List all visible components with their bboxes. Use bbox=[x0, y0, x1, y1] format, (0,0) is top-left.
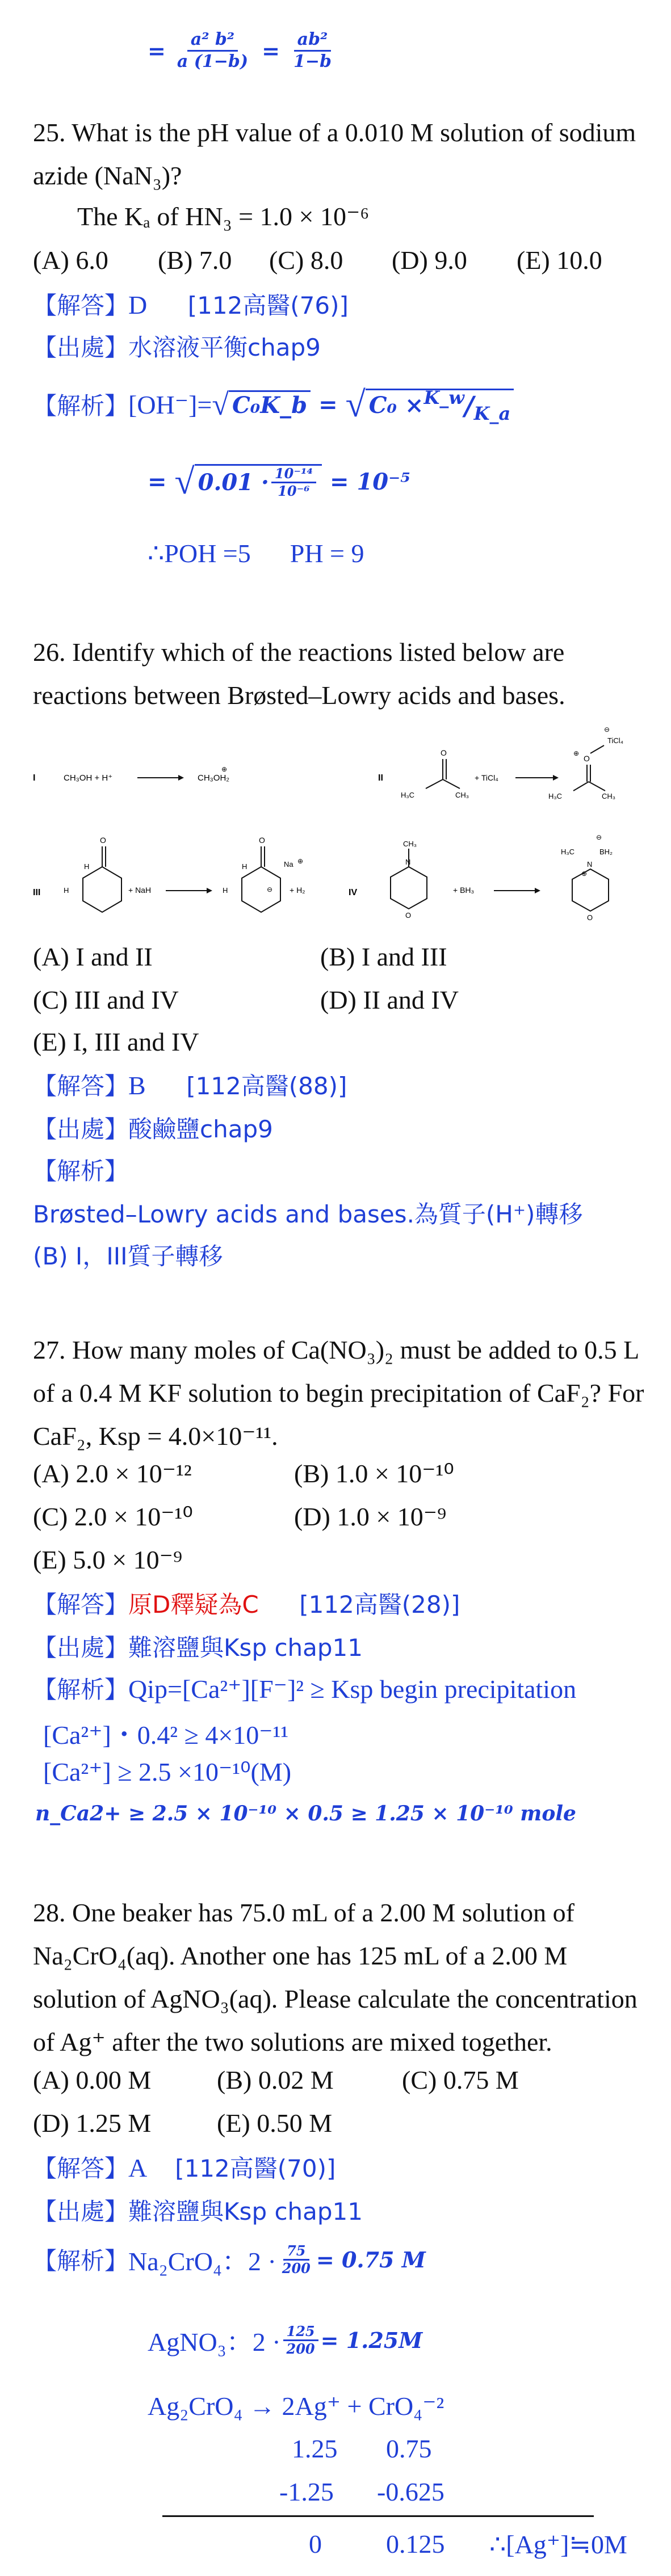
q26-answer-line bbox=[33, 1068, 347, 1102]
q25-ka-line: The Kₐ of HN₃ = 1.0 × 10⁻⁶ bbox=[77, 202, 370, 231]
q28-option: (B) 0.02 M bbox=[217, 2065, 334, 2094]
bond bbox=[443, 779, 460, 789]
methyl-group: H₃C bbox=[401, 791, 415, 799]
borane-group: BH₂ bbox=[599, 848, 613, 856]
fraction-numerator: a² b² bbox=[187, 29, 238, 52]
q25-analysis-line2 bbox=[148, 461, 410, 503]
q28-row2-ag: -1.25 bbox=[279, 2477, 334, 2506]
atom-h: H bbox=[84, 862, 90, 871]
fraction bbox=[279, 2243, 314, 2276]
fraction bbox=[174, 29, 251, 72]
q26-option: (D) II and IV bbox=[320, 985, 459, 1014]
reaction-label: II bbox=[378, 773, 383, 783]
reaction-byproduct: + H₂ bbox=[290, 886, 305, 895]
q25-option: (A) 6.0 bbox=[33, 246, 108, 275]
q28-option: (C) 0.75 M bbox=[402, 2065, 519, 2094]
source-value: 難溶鹽與Ksp chap11 bbox=[128, 1634, 363, 1662]
atom-h: H bbox=[223, 886, 228, 895]
methyl-group: H₃C bbox=[548, 792, 563, 800]
q27-stem: 27. How many moles of Ca(NO₃)₂ must be added to 0.5 L of a 0.4 M KF solution to begin precipitation of CaF₂? For CaF₂, Ksp = 4.0×10⁻¹¹. bbox=[33, 1335, 644, 1451]
answer-value: A bbox=[128, 2153, 146, 2182]
sqrt-symbol: √ bbox=[212, 387, 229, 421]
ka: K_a bbox=[473, 402, 511, 424]
fraction-numerator: ab² bbox=[294, 29, 332, 52]
q25-source-line bbox=[33, 329, 321, 363]
morpholine-ring bbox=[391, 867, 427, 909]
fraction-denominator: 200 bbox=[282, 2259, 311, 2276]
fraction-denominator: 10⁻⁶ bbox=[278, 483, 310, 499]
arrowhead bbox=[207, 888, 212, 893]
q28-row1-ag: 1.25 bbox=[292, 2434, 338, 2463]
cyclohexanone-ring bbox=[83, 867, 121, 912]
fraction-denominator: 200 bbox=[286, 2340, 315, 2357]
fraction-denominator: 1−b bbox=[293, 52, 332, 71]
atom-o: O bbox=[584, 754, 590, 763]
q25-option: (B) 7.0 bbox=[158, 246, 232, 275]
methyl-group: CH₃ bbox=[403, 840, 417, 848]
minus-charge: ⊖ bbox=[267, 886, 273, 893]
analysis-text: Qip=[Ca²⁺][F⁻]² ≥ Ksp begin precipitation bbox=[128, 1675, 577, 1704]
q28-option: (D) 1.25 M bbox=[33, 2109, 152, 2137]
enolate-ring bbox=[242, 867, 280, 912]
sqrt-pre: C₀ × bbox=[368, 392, 424, 419]
q26-analysis-tag-line bbox=[33, 1153, 128, 1187]
answer-value: B bbox=[128, 1071, 146, 1100]
source-tag: 【出處】 bbox=[33, 2198, 129, 2225]
answer-reference: [112高醫(88)] bbox=[186, 1072, 347, 1100]
q27-analysis-line1 bbox=[33, 1671, 576, 1705]
top-formula bbox=[148, 29, 337, 72]
atom-o: O bbox=[587, 913, 593, 922]
answer-value: D bbox=[128, 290, 148, 319]
q28-reaction: Ag₂CrO₄ → 2Ag⁺ + CrO₄⁻² bbox=[148, 2392, 444, 2421]
atom-h: H bbox=[242, 862, 248, 871]
q28-source-line bbox=[33, 2193, 363, 2227]
source-value: 酸鹼鹽chap9 bbox=[128, 1115, 273, 1143]
arrowhead bbox=[178, 775, 184, 781]
analysis-text: (B) I，III質子轉移 bbox=[33, 1242, 223, 1270]
atom-o: O bbox=[100, 836, 106, 845]
counter-ion: Na bbox=[284, 860, 293, 868]
atom-o: O bbox=[441, 748, 447, 757]
bond bbox=[426, 779, 443, 789]
q25-option: (C) 8.0 bbox=[269, 246, 343, 275]
reaction-reagent: + TiCl₄ bbox=[475, 773, 498, 782]
minus-charge: ⊖ bbox=[596, 833, 602, 841]
na-label: Na₂CrO₄：2 · bbox=[128, 2247, 276, 2276]
fraction-numerator: 75 bbox=[283, 2243, 309, 2261]
q25-option: (E) 10.0 bbox=[517, 246, 602, 275]
q27-analysis-line3: [Ca²⁺] ≥ 2.5 ×10⁻¹⁰(M) bbox=[43, 1757, 292, 1786]
q28-analysis-line1 bbox=[33, 2241, 426, 2278]
q27-source-line bbox=[33, 1629, 363, 1663]
arrowhead bbox=[535, 888, 540, 893]
reaction-reagent: + BH₃ bbox=[453, 886, 475, 895]
source-tag: 【出處】 bbox=[33, 1115, 129, 1143]
morpholine-ring bbox=[572, 869, 609, 911]
equals-sign: = bbox=[262, 38, 280, 64]
q26-source-line bbox=[33, 1111, 273, 1145]
answer-value: 原D釋疑為C bbox=[128, 1591, 259, 1618]
atom-n: N bbox=[587, 860, 593, 868]
q27-analysis-line4: n_Ca2+ ≥ 2.5 × 10⁻¹⁰ × 0.5 ≥ 1.25 × 10⁻¹⁰ mole bbox=[35, 1802, 576, 1825]
fraction-denominator: a (1−b) bbox=[177, 52, 249, 71]
plus-charge: ⊕ bbox=[573, 749, 580, 757]
answer-reference: [112高醫(28)] bbox=[299, 1591, 460, 1618]
q25-option: (D) 9.0 bbox=[392, 246, 467, 275]
q28-conclusion: ∴[Ag⁺]≒0M bbox=[489, 2530, 627, 2559]
atom-h: H bbox=[64, 886, 69, 895]
answer-tag: 【解答】 bbox=[33, 1591, 129, 1618]
reaction-label: IV bbox=[349, 888, 358, 897]
q26-option: (B) I and III bbox=[320, 942, 447, 971]
sqrt-radicand bbox=[366, 386, 514, 424]
q28-option: (E) 0.50 M bbox=[217, 2109, 333, 2137]
ag-label: AgNO₃：2 · bbox=[148, 2328, 281, 2356]
atom-o: O bbox=[405, 911, 412, 920]
analysis-lhs: [OH⁻]= bbox=[128, 390, 212, 419]
q28-row3-ag: 0 bbox=[309, 2529, 322, 2558]
sqrt-radicand bbox=[195, 464, 322, 499]
q27-option: (A) 2.0 × 10⁻¹² bbox=[33, 1459, 192, 1488]
q25-stem: 25. What is the pH value of a 0.010 M solution of sodium azide (NaN₃)? bbox=[33, 118, 636, 190]
sqrt-symbol: √ bbox=[345, 384, 366, 424]
source-value: 水溶液平衡chap9 bbox=[128, 334, 321, 361]
q28-answer-line bbox=[33, 2150, 336, 2184]
q26-reaction-scheme bbox=[17, 720, 653, 959]
atom-n: N bbox=[405, 858, 411, 866]
source-value: 難溶鹽與Ksp chap11 bbox=[128, 2198, 363, 2225]
q27-option: (B) 1.0 × 10⁻¹⁰ bbox=[294, 1459, 454, 1488]
fraction bbox=[283, 2324, 318, 2357]
slash: / bbox=[464, 390, 474, 421]
answer-tag: 【解答】 bbox=[33, 2155, 129, 2182]
equals-sign: = bbox=[148, 468, 167, 495]
reaction-reactants: CH₃OH + H⁺ bbox=[64, 773, 113, 783]
q25-analysis-line1 bbox=[33, 383, 514, 425]
q26-option: (C) III and IV bbox=[33, 985, 179, 1014]
kw: K_w bbox=[423, 386, 464, 408]
bond bbox=[589, 782, 605, 791]
q26-analysis-line2 bbox=[33, 1238, 223, 1272]
q26-option: (A) I and II bbox=[33, 942, 153, 971]
sqrt-radicand: C₀K_b bbox=[229, 390, 311, 419]
product-group: TiCl₄ bbox=[607, 736, 623, 745]
result: = 10⁻⁵ bbox=[330, 468, 410, 495]
q25-answer-line bbox=[33, 287, 349, 321]
analysis-tag: 【解析】 bbox=[33, 1676, 129, 1704]
result: = 0.75 M bbox=[316, 2246, 426, 2273]
analysis-tag: 【解析】 bbox=[33, 392, 129, 420]
analysis-tag: 【解析】 bbox=[33, 1157, 129, 1185]
reaction-reagent: + NaH bbox=[128, 886, 152, 895]
answer-tag: 【解答】 bbox=[33, 1072, 129, 1100]
q28-row2-cro4: -0.625 bbox=[377, 2477, 444, 2506]
methyl-group: CH₃ bbox=[455, 791, 469, 799]
fraction-numerator: 125 bbox=[283, 2324, 318, 2341]
minus-charge: ⊖ bbox=[604, 726, 610, 733]
q27-option: (E) 5.0 × 10⁻⁹ bbox=[33, 1545, 182, 1574]
q28-analysis-line2 bbox=[148, 2321, 422, 2359]
equals-sign: = bbox=[148, 38, 166, 64]
reaction-label: I bbox=[33, 773, 36, 783]
answer-tag: 【解答】 bbox=[33, 292, 129, 319]
methyl-group: H₃C bbox=[561, 848, 575, 856]
equals-sign: = bbox=[318, 391, 338, 418]
fraction-numerator: 10⁻¹⁴ bbox=[271, 466, 316, 483]
q28-row3-cro4: 0.125 bbox=[386, 2529, 445, 2558]
fraction bbox=[271, 466, 316, 499]
sqrt-value: 0.01 · bbox=[198, 469, 269, 496]
methyl-group: CH₃ bbox=[602, 792, 616, 800]
answer-reference: [112高醫(70)] bbox=[175, 2155, 336, 2182]
plus-charge: ⊕ bbox=[581, 870, 588, 878]
plus-charge: ⊕ bbox=[297, 857, 304, 865]
sqrt-symbol: √ bbox=[174, 461, 195, 501]
q27-option: (D) 1.0 × 10⁻⁹ bbox=[294, 1502, 447, 1531]
plus-charge: ⊕ bbox=[221, 765, 228, 773]
reaction-label: III bbox=[33, 888, 41, 897]
q27-answer-line bbox=[33, 1586, 460, 1620]
source-tag: 【出處】 bbox=[33, 334, 129, 361]
analysis-text: Brøsted–Lowry acids and bases.為質子(H⁺)轉移 bbox=[33, 1200, 583, 1228]
q27-option: (C) 2.0 × 10⁻¹⁰ bbox=[33, 1502, 193, 1531]
q27-analysis-line2: [Ca²⁺]・0.4² ≥ 4×10⁻¹¹ bbox=[43, 1721, 289, 1749]
bond bbox=[573, 782, 589, 791]
q28-stem: 28. One beaker has 75.0 mL of a 2.00 M solution of Na₂CrO₄(aq). Another one has 125 mL of a 2.00 M solution of AgNO₃(aq). Please calculate the concentration of Ag⁺ after the two solutions are mixed together. bbox=[33, 1898, 638, 2056]
analysis-tag: 【解析】 bbox=[33, 2247, 129, 2275]
bond bbox=[590, 745, 604, 753]
q26-analysis-line1 bbox=[33, 1196, 582, 1230]
answer-reference: [112高醫(76)] bbox=[187, 292, 349, 319]
source-tag: 【出處】 bbox=[33, 1634, 129, 1662]
arrowhead bbox=[553, 775, 559, 781]
atom-o: O bbox=[259, 836, 265, 845]
q28-option: (A) 0.00 M bbox=[33, 2065, 152, 2094]
q26-option: (E) I, III and IV bbox=[33, 1027, 199, 1056]
result: = 1.25M bbox=[320, 2327, 423, 2353]
q28-row1-cro4: 0.75 bbox=[386, 2434, 432, 2463]
reaction-product: CH₃OH₂ bbox=[198, 773, 230, 783]
fraction bbox=[290, 29, 335, 72]
table-rule bbox=[162, 2515, 594, 2517]
q25-analysis-line3: ∴POH =5 PH = 9 bbox=[148, 539, 364, 568]
q26-stem: 26. Identify which of the reactions listed below are reactions between Brøsted–Lowry acids and bases. bbox=[33, 638, 565, 710]
